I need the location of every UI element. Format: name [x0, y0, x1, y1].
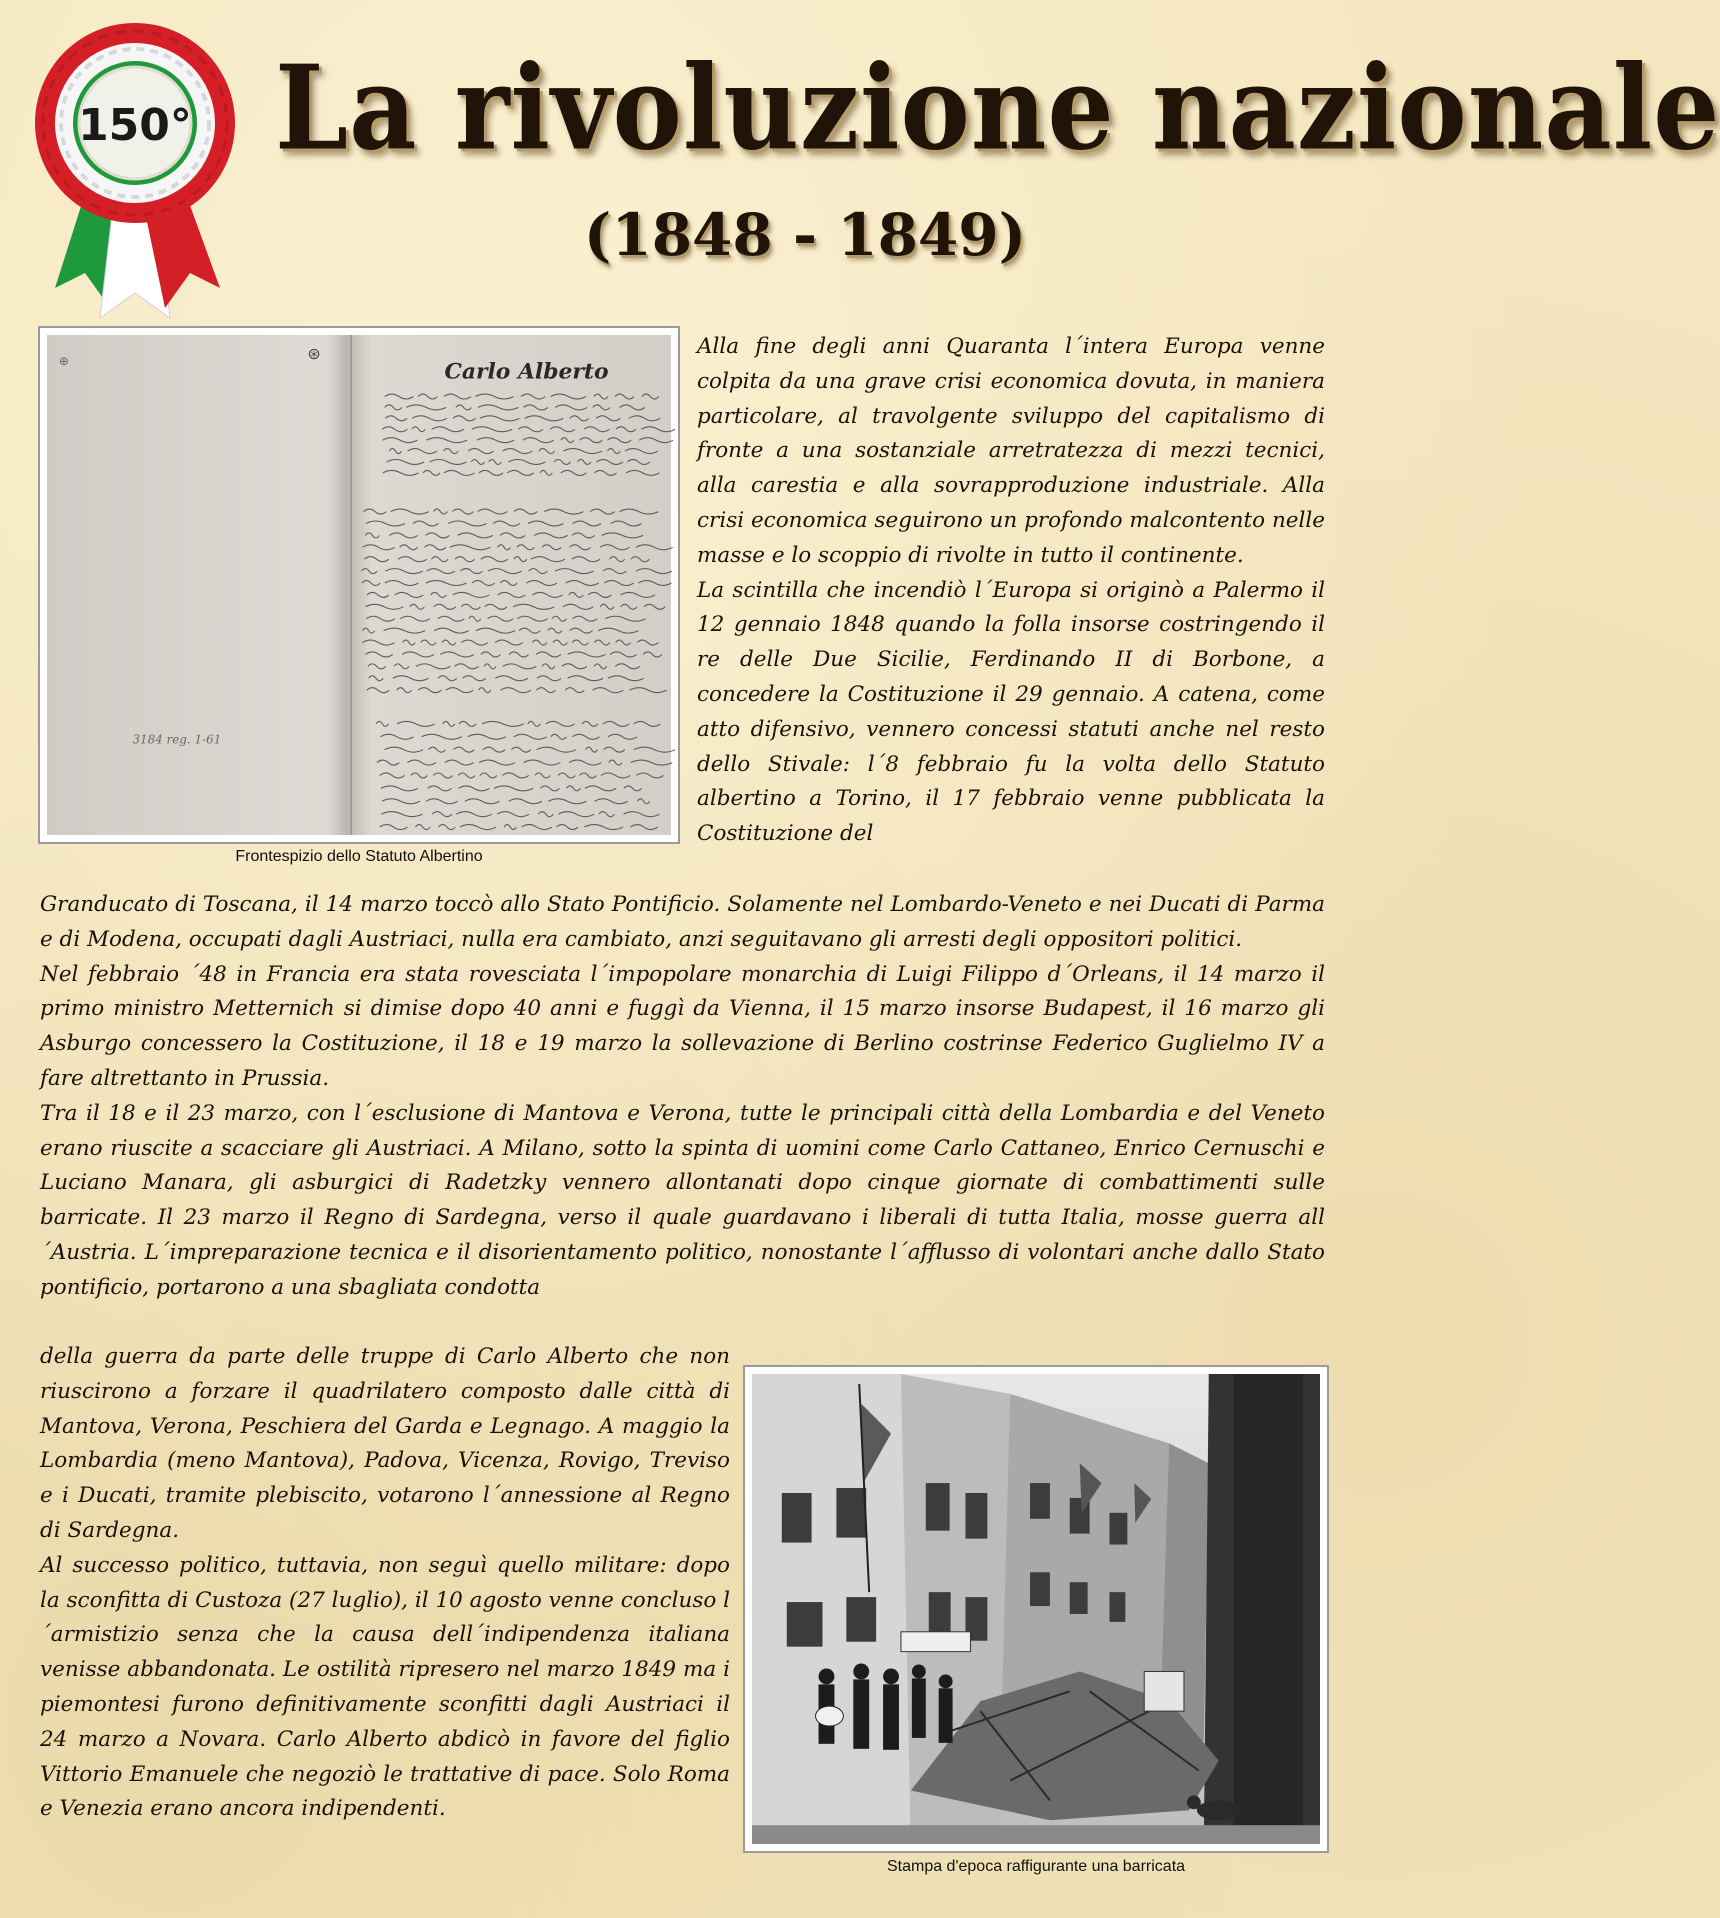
cockade-icon — [30, 18, 240, 318]
paragraph-5: Al successo politico, tuttavia, non seguì quello militare: dopo la sconfitta di Custoza (27 luglio), il 10 agosto venne concluso l´armistizio senza che la causa dell´indipendenza italiana venisse abbandonata. Le ostilità ripresero nel marzo 1849 ma i piemontesi furono definitivamente sconfitti dagli Austriaci il 24 marzo a Novara. Carlo Alberto abdicò in favore del figlio Vittorio Emanuele che negoziò le trattative di pace. Solo Roma e Venezia erano ancora indipendenti. — [40, 1552, 731, 1822]
document-heading: Carlo Alberto — [444, 358, 609, 385]
body-column-top — [697, 330, 1325, 852]
statuto-albertino-image — [38, 326, 680, 844]
paragraph-4-continued: della guerra da parte delle truppe di Carlo Alberto che non riuscirono a forzare il quadrilatero composto dalle città di Mantova, Verona, Peschiera del Garda e Legnago. A maggio la Lombardia (meno Mantova), Padova, Vicenza, Rovigo, Treviso e i Ducati, tramite plebiscito, votarono l´annessione al Regno di Sardegna. — [40, 1344, 730, 1543]
body-column-bottom — [40, 1340, 730, 1827]
figure-caption-statuto: Frontespizio dello Statuto Albertino — [235, 848, 483, 865]
barricade-print-image — [743, 1365, 1329, 1853]
figure-caption-barricade: Stampa d'epoca raffigurante una barricata — [886, 1858, 1186, 1875]
page-title: La rivoluzione nazionale — [275, 38, 1720, 177]
page-subtitle: (1848 - 1849) — [583, 201, 1027, 269]
paragraph-3: Nel febbraio ´48 in Francia era stata rovesciata l´impopolare monarchia di Luigi Filippo d´Orleans, il 14 marzo il primo ministro Metternich si dimise dopo 40 anni e fuggì da Vienna, il 15 marzo insorse Budapest, il 16 marzo gli Asburgo concessero la Costituzione, il 18 e 19 marzo la sollevazione di Berlino costrinse Federico Guglielmo IV a fare altrettanto in Prussia. — [40, 961, 1325, 1091]
tricolor-cockade — [30, 18, 240, 318]
paragraph-1: Alla fine degli anni Quaranta l´intera Europa venne colpita da una grave crisi economica dovuta, in maniera particolare, al travolgente sviluppo del capitalismo di fronte a una sostanziale arretratezza di mezzi tecnici, alla carestia e alla sovrapproduzione industriale. Alla crisi economica seguirono un profondo malcontento nelle masse e lo scoppio di rivolte in tutto il continente. — [697, 334, 1325, 568]
svg-text:⊛: ⊛ — [307, 343, 321, 363]
badge-number: 150° — [78, 100, 192, 151]
paragraph-2-continued: Granducato di Toscana, il 14 marzo toccò allo Stato Pontificio. Solamente nel Lombardo-Veneto e nei Ducati di Parma e di Modena, occupati dagli Austriaci, nulla era cambiato, anzi seguitavano gli arresti degli oppositori politici. — [40, 892, 1325, 952]
paragraph-4: Tra il 18 e il 23 marzo, con l´esclusione di Mantova e Verona, tutte le principali città della Lombardia e del Veneto erano riuscite a scacciare gli Austriaci. A Milano, sotto la spinta di uomini come Carlo Cattaneo, Enrico Cernuschi e Luciano Manara, gli asburgici di Radetzky vennero allontanati dopo cinque giornate di combattimenti sulle barricate. Il 23 marzo il Regno di Sardegna, verso il quale guardavano i liberali di tutta Italia, mosse guerra all´Austria. L´impreparazione tecnica e il disorientamento politico, nonostante l´afflusso di volontari anche dallo Stato pontificio, portarono a una sbagliata condotta — [40, 1100, 1325, 1300]
svg-text:⊕: ⊕ — [58, 353, 69, 368]
paragraph-2: La scintilla che incendiò l´Europa si originò a Palermo il 12 gennaio 1848 quando la folla insorse costringendo il re delle Due Sicilie, Ferdinando II di Borbone, a concedere la Costituzione il 29 gennaio. A catena, come atto difensivo, vennero concessi statuti anche nel resto dello Stivale: l´8 febbraio fu la volta dello Statuto albertino a Torino, il 17 febbraio venne pubblicata la Costituzione del — [697, 577, 1325, 847]
margin-note: 3184 reg. 1-61 — [132, 732, 222, 747]
body-full-width — [40, 888, 1325, 1306]
